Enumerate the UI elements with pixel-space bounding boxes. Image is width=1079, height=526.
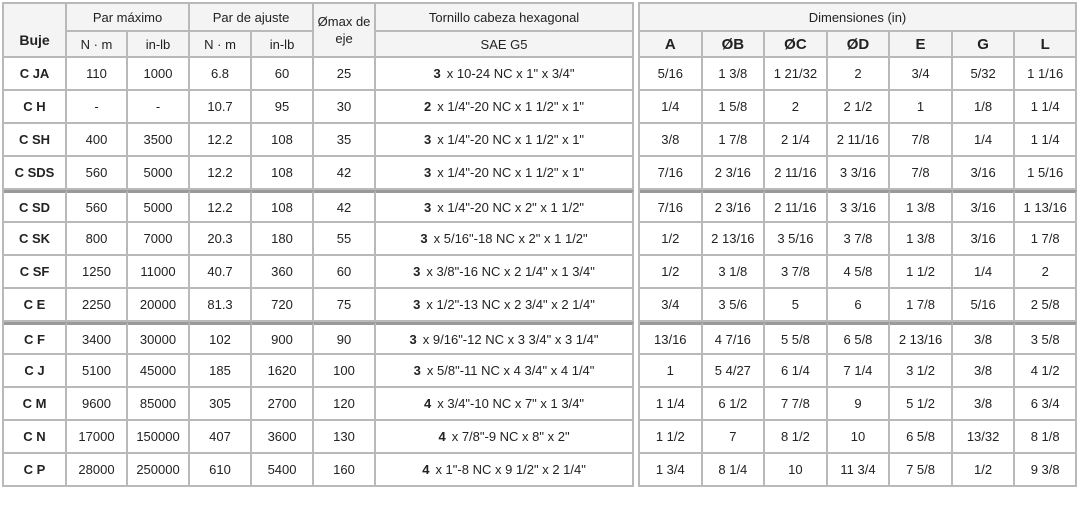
dim-e-cell: 2 13/16 [890,322,953,355]
table-row [4,454,634,487]
table-row [640,91,1077,124]
dim-a-cell: 5/16 [640,58,703,91]
bolt-spec: x 5/16"-18 NC x 2" x 1 1/2" [433,231,588,246]
dim-b-cell: 6 1/2 [703,388,766,421]
bolt-quantity: 3 [413,363,421,378]
buje-cell: C JA [4,58,67,91]
dim-l-cell: 1 1/4 [1015,91,1077,124]
aj-inlb-cell: 900 [252,322,314,355]
dim-b-cell: 7 [703,421,766,454]
bolt-quantity: 4 [438,429,446,444]
aj-nm-cell: 12.2 [190,124,252,157]
dim-b-cell: 1 5/8 [703,91,766,124]
eje-cell: 160 [314,454,376,487]
header-dim-l: L [1015,32,1077,58]
tornillo-cell [376,355,634,388]
dim-e-cell: 7 5/8 [890,454,953,487]
dim-d-cell: 7 1/4 [828,355,891,388]
dim-a-cell: 3/8 [640,124,703,157]
dim-g-cell: 5/16 [953,289,1016,322]
eje-cell: 35 [314,124,376,157]
table-row [4,421,634,454]
table-row [640,355,1077,388]
dim-c-cell: 3 5/16 [765,223,828,256]
bolt-spec: x 5/8"-11 NC x 4 3/4" x 4 1/4" [426,363,595,378]
bolt-spec: x 1/4"-20 NC x 1 1/2" x 1" [437,99,585,114]
tornillo-cell [376,421,634,454]
dim-e-cell: 7/8 [890,157,953,190]
eje-cell: 60 [314,256,376,289]
header-par-ajuste: Par de ajuste [190,4,314,32]
eje-cell: 30 [314,91,376,124]
aj-inlb-cell: 5400 [252,454,314,487]
table-row [4,157,634,190]
dim-c-cell: 2 11/16 [765,190,828,223]
tornillo-cell [376,223,634,256]
aj-nm-cell: 12.2 [190,157,252,190]
bolt-spec: x 1/4"-20 NC x 2" x 1 1/2" [437,199,585,215]
header-tornillo-sub: SAE G5 [376,32,634,58]
dim-e-cell: 3/4 [890,58,953,91]
aj-inlb-cell: 108 [252,157,314,190]
bolt-spec: x 1/4"-20 NC x 1 1/2" x 1" [437,165,585,180]
bolt-spec: x 9/16"-12 NC x 3 3/4" x 3 1/4" [422,331,599,347]
dim-d-cell: 2 [828,58,891,91]
aj-nm-cell: 40.7 [190,256,252,289]
aj-nm-cell: 305 [190,388,252,421]
header-dim-g: G [953,32,1016,58]
table-row [4,289,634,322]
table-row [640,454,1077,487]
dim-e-cell: 3 1/2 [890,355,953,388]
aj-nm-cell: 407 [190,421,252,454]
bolt-quantity: 4 [422,462,430,477]
tornillo-cell [376,91,634,124]
aj-nm-cell: 20.3 [190,223,252,256]
dim-d-cell: 6 [828,289,891,322]
aj-nm-cell: 12.2 [190,190,252,223]
table-row [4,91,634,124]
dim-d-cell: 2 1/2 [828,91,891,124]
max-inlb-cell: 3500 [128,124,190,157]
tornillo-cell [376,322,634,355]
dim-d-cell: 11 3/4 [828,454,891,487]
dim-e-cell: 7/8 [890,124,953,157]
dim-l-cell: 6 3/4 [1015,388,1077,421]
bolt-quantity: 3 [424,199,432,215]
eje-cell: 25 [314,58,376,91]
max-inlb-cell: 250000 [128,454,190,487]
table-row [640,388,1077,421]
dim-b-cell: 4 7/16 [703,322,766,355]
dim-b-cell: 1 3/8 [703,58,766,91]
torque-bolt-table [2,2,634,487]
dim-d-cell: 3 7/8 [828,223,891,256]
dim-c-cell: 2 1/4 [765,124,828,157]
dim-g-cell: 3/16 [953,157,1016,190]
tornillo-cell [376,190,634,223]
buje-cell: C E [4,289,67,322]
header-buje: Buje [4,4,67,58]
bolt-spec: x 1/2"-13 NC x 2 3/4" x 2 1/4" [426,297,595,312]
dim-b-cell: 2 3/16 [703,157,766,190]
dim-g-cell: 3/16 [953,190,1016,223]
aj-nm-cell: 102 [190,322,252,355]
dim-g-cell: 1/2 [953,454,1016,487]
dim-a-cell: 1 3/4 [640,454,703,487]
header-max-inlb: in-lb [128,32,190,58]
table-row [640,157,1077,190]
dim-e-cell: 6 5/8 [890,421,953,454]
max-nm-cell: 1250 [67,256,128,289]
dim-d-cell: 4 5/8 [828,256,891,289]
buje-cell: C SDS [4,157,67,190]
dim-c-cell: 5 [765,289,828,322]
max-nm-cell: 17000 [67,421,128,454]
tornillo-cell [376,289,634,322]
dim-d-cell: 2 11/16 [828,124,891,157]
max-nm-cell: 3400 [67,322,128,355]
bolt-quantity: 4 [424,396,432,411]
header-dim-diam-b: ØB [703,32,766,58]
max-inlb-cell: 5000 [128,157,190,190]
dim-a-cell: 3/4 [640,289,703,322]
aj-nm-cell: 6.8 [190,58,252,91]
dim-g-cell: 3/8 [953,322,1016,355]
aj-inlb-cell: 108 [252,124,314,157]
aj-inlb-cell: 95 [252,91,314,124]
bolt-quantity: 2 [424,99,432,114]
table-row [640,322,1077,355]
dim-e-cell: 1 [890,91,953,124]
max-inlb-cell: - [128,91,190,124]
dim-e-cell: 1 3/8 [890,223,953,256]
dim-b-cell: 2 3/16 [703,190,766,223]
dim-c-cell: 5 5/8 [765,322,828,355]
bolt-quantity: 3 [424,165,432,180]
tornillo-cell [376,388,634,421]
table-row [4,256,634,289]
dim-c-cell: 2 [765,91,828,124]
eje-cell: 75 [314,289,376,322]
bolt-quantity: 3 [433,66,441,81]
aj-nm-cell: 185 [190,355,252,388]
eje-cell: 100 [314,355,376,388]
dim-d-cell: 10 [828,421,891,454]
tornillo-cell [376,256,634,289]
eje-cell: 42 [314,190,376,223]
dim-c-cell: 6 1/4 [765,355,828,388]
max-nm-cell: 110 [67,58,128,91]
dim-l-cell: 8 1/8 [1015,421,1077,454]
dim-l-cell: 2 [1015,256,1077,289]
dim-a-cell: 1/2 [640,256,703,289]
buje-cell: C N [4,421,67,454]
dim-a-cell: 1/4 [640,91,703,124]
dim-g-cell: 1/4 [953,124,1016,157]
bolt-quantity: 3 [420,231,428,246]
aj-inlb-cell: 720 [252,289,314,322]
dim-c-cell: 2 11/16 [765,157,828,190]
table-row [640,289,1077,322]
dimensions-table [638,2,1077,487]
dim-b-cell: 2 13/16 [703,223,766,256]
max-inlb-cell: 5000 [128,190,190,223]
dim-a-cell: 7/16 [640,190,703,223]
dim-d-cell: 3 3/16 [828,190,891,223]
header-dimensiones: Dimensiones (in) [640,4,1077,32]
max-nm-cell: 2250 [67,289,128,322]
dim-d-cell: 6 5/8 [828,322,891,355]
table-row [4,223,634,256]
table-row [640,124,1077,157]
bolt-quantity: 3 [413,264,421,279]
eje-cell: 55 [314,223,376,256]
buje-cell: C SH [4,124,67,157]
table-row [4,355,634,388]
aj-inlb-cell: 360 [252,256,314,289]
bolt-quantity: 3 [409,331,417,347]
dim-a-cell: 1 [640,355,703,388]
dim-l-cell: 1 13/16 [1015,190,1077,223]
tornillo-cell [376,124,634,157]
header-dim-e: E [890,32,953,58]
dim-b-cell: 3 5/6 [703,289,766,322]
aj-inlb-cell: 180 [252,223,314,256]
dim-g-cell: 3/8 [953,388,1016,421]
buje-cell: C J [4,355,67,388]
table-row [640,256,1077,289]
dim-e-cell: 1 3/8 [890,190,953,223]
bolt-spec: x 7/8"-9 NC x 8" x 2" [451,429,570,444]
table-row [4,190,634,223]
dim-l-cell: 2 5/8 [1015,289,1077,322]
header-dim-diam-c: ØC [765,32,828,58]
dim-c-cell: 10 [765,454,828,487]
aj-inlb-cell: 3600 [252,421,314,454]
table-row [640,190,1077,223]
dim-b-cell: 3 1/8 [703,256,766,289]
dim-a-cell: 7/16 [640,157,703,190]
dim-a-cell: 1/2 [640,223,703,256]
dim-a-cell: 13/16 [640,322,703,355]
max-inlb-cell: 45000 [128,355,190,388]
table-row [4,322,634,355]
max-nm-cell: 560 [67,190,128,223]
bolt-spec: x 3/4"-10 NC x 7" x 1 3/4" [437,396,585,411]
max-inlb-cell: 11000 [128,256,190,289]
max-inlb-cell: 1000 [128,58,190,91]
table-row [4,124,634,157]
header-diametro-max-eje: Ømax de eje [314,4,376,58]
aj-inlb-cell: 60 [252,58,314,91]
aj-inlb-cell: 1620 [252,355,314,388]
dim-l-cell: 9 3/8 [1015,454,1077,487]
buje-cell: C M [4,388,67,421]
eje-cell: 120 [314,388,376,421]
max-nm-cell: 560 [67,157,128,190]
dim-c-cell: 1 21/32 [765,58,828,91]
dim-l-cell: 3 5/8 [1015,322,1077,355]
aj-nm-cell: 10.7 [190,91,252,124]
bolt-quantity: 3 [424,132,432,147]
dim-l-cell: 1 1/4 [1015,124,1077,157]
header-max-nm: N · m [67,32,128,58]
dim-g-cell: 13/32 [953,421,1016,454]
tornillo-cell [376,454,634,487]
dim-b-cell: 5 4/27 [703,355,766,388]
buje-cell: C P [4,454,67,487]
buje-cell: C F [4,322,67,355]
table-row [640,421,1077,454]
max-nm-cell: - [67,91,128,124]
header-dim-diam-d: ØD [828,32,891,58]
dim-c-cell: 7 7/8 [765,388,828,421]
bushing-spec-sheet [2,2,1077,524]
header-tornillo: Tornillo cabeza hexagonal [376,4,634,32]
dim-b-cell: 8 1/4 [703,454,766,487]
dim-a-cell: 1 1/2 [640,421,703,454]
max-nm-cell: 5100 [67,355,128,388]
aj-nm-cell: 81.3 [190,289,252,322]
dim-b-cell: 1 7/8 [703,124,766,157]
header-par-maximo: Par máximo [67,4,190,32]
max-inlb-cell: 150000 [128,421,190,454]
dim-e-cell: 1 7/8 [890,289,953,322]
max-inlb-cell: 30000 [128,322,190,355]
table-row [640,58,1077,91]
header-dim-a: A [640,32,703,58]
buje-cell: C H [4,91,67,124]
bolt-spec: x 10-24 NC x 1" x 3/4" [446,66,575,81]
table-row [640,223,1077,256]
dim-c-cell: 8 1/2 [765,421,828,454]
aj-inlb-cell: 2700 [252,388,314,421]
dim-e-cell: 1 1/2 [890,256,953,289]
dim-l-cell: 1 1/16 [1015,58,1077,91]
max-inlb-cell: 20000 [128,289,190,322]
max-inlb-cell: 85000 [128,388,190,421]
max-nm-cell: 28000 [67,454,128,487]
header-aj-inlb: in-lb [252,32,314,58]
dim-g-cell: 5/32 [953,58,1016,91]
dim-e-cell: 5 1/2 [890,388,953,421]
dim-g-cell: 1/4 [953,256,1016,289]
max-inlb-cell: 7000 [128,223,190,256]
eje-cell: 42 [314,157,376,190]
max-nm-cell: 9600 [67,388,128,421]
buje-cell: C SD [4,190,67,223]
aj-inlb-cell: 108 [252,190,314,223]
bolt-spec: x 1/4"-20 NC x 1 1/2" x 1" [437,132,585,147]
bolt-spec: x 3/8"-16 NC x 2 1/4" x 1 3/4" [426,264,595,279]
tornillo-cell [376,58,634,91]
buje-cell: C SK [4,223,67,256]
eje-cell: 130 [314,421,376,454]
bolt-quantity: 3 [413,297,421,312]
header-aj-nm: N · m [190,32,252,58]
buje-cell: C SF [4,256,67,289]
max-nm-cell: 400 [67,124,128,157]
dim-l-cell: 1 7/8 [1015,223,1077,256]
aj-nm-cell: 610 [190,454,252,487]
dim-g-cell: 1/8 [953,91,1016,124]
dim-l-cell: 4 1/2 [1015,355,1077,388]
max-nm-cell: 800 [67,223,128,256]
dim-d-cell: 9 [828,388,891,421]
bolt-spec: x 1"-8 NC x 9 1/2" x 2 1/4" [435,462,586,477]
dim-a-cell: 1 1/4 [640,388,703,421]
tornillo-cell [376,157,634,190]
table-row [4,58,634,91]
dim-g-cell: 3/16 [953,223,1016,256]
dim-c-cell: 3 7/8 [765,256,828,289]
dim-l-cell: 1 5/16 [1015,157,1077,190]
dim-g-cell: 3/8 [953,355,1016,388]
eje-cell: 90 [314,322,376,355]
dim-d-cell: 3 3/16 [828,157,891,190]
table-row [4,388,634,421]
